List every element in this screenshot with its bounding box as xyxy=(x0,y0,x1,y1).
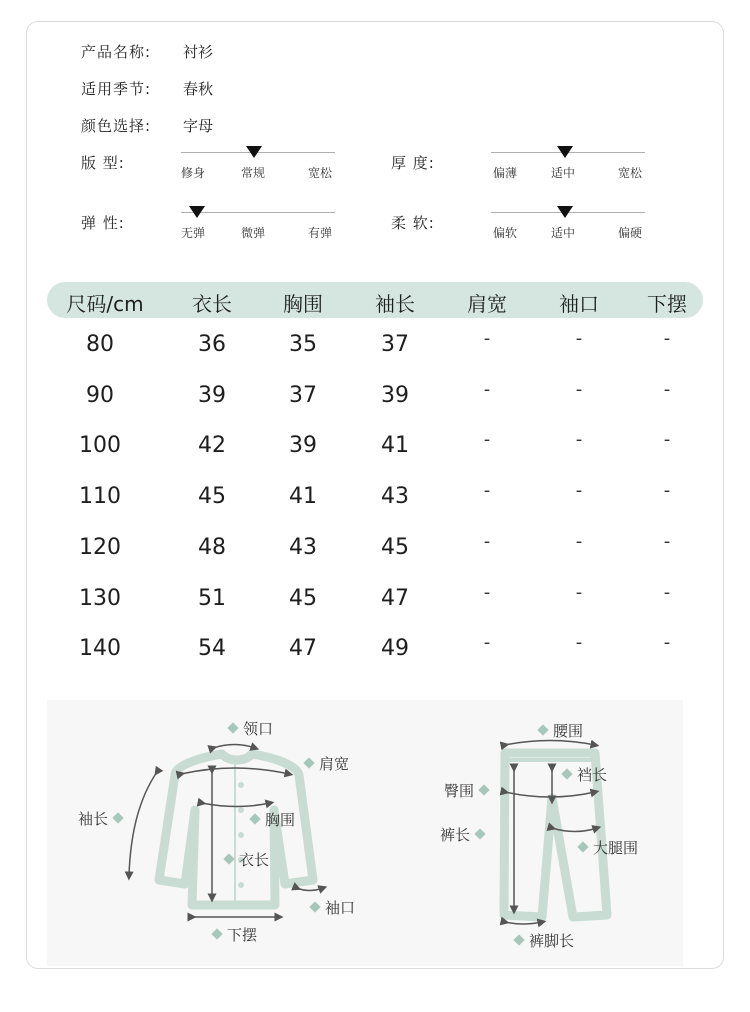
table-cell: 35 xyxy=(289,332,317,357)
table-cell: 47 xyxy=(289,636,317,662)
table-cell: 39 xyxy=(289,433,317,459)
slider-option: 适中 xyxy=(551,166,576,180)
table-cell: - xyxy=(575,480,583,502)
table-cell: 36 xyxy=(198,332,226,357)
info-row-product-name xyxy=(81,41,213,62)
slider-label: 厚 度: xyxy=(391,154,435,172)
slider-label: 版 型: xyxy=(81,154,125,172)
table-cell: 49 xyxy=(381,636,409,662)
diamond-icon xyxy=(577,841,588,852)
table-cell: 80 xyxy=(86,332,114,357)
header-chest: 胸围 xyxy=(283,292,323,316)
label-shoulder xyxy=(299,753,349,774)
label-collar xyxy=(223,718,273,739)
table-cell: 37 xyxy=(381,332,409,357)
table-cell: 41 xyxy=(289,484,317,510)
slider-marker-icon xyxy=(557,146,573,158)
slider-option: 修身 xyxy=(181,166,206,180)
table-cell: - xyxy=(575,530,583,552)
table-cell: 45 xyxy=(198,484,226,510)
table-cell: - xyxy=(483,328,491,349)
label-sleeve xyxy=(78,808,128,829)
table-cell: - xyxy=(663,530,671,552)
slider-option: 有弹 xyxy=(308,226,333,240)
label-text: 袖长 xyxy=(78,810,109,828)
slider-track xyxy=(491,212,645,240)
table-cell: - xyxy=(575,328,583,349)
label-text: 胸围 xyxy=(265,811,296,829)
diamond-icon xyxy=(303,757,314,768)
label-cuff xyxy=(305,897,355,918)
info-value: 字母 xyxy=(183,117,214,135)
label-text: 衣长 xyxy=(239,851,270,869)
label-text: 裤脚长 xyxy=(529,932,575,950)
slider-option: 适中 xyxy=(551,226,576,240)
table-cell: - xyxy=(483,581,491,603)
label-text: 肩宽 xyxy=(319,755,350,773)
header-hem: 下摆 xyxy=(647,292,687,316)
slider-option: 无弹 xyxy=(181,226,206,240)
header-size: 尺码/cm xyxy=(66,292,144,316)
table-cell: 37 xyxy=(289,382,317,408)
label-hip xyxy=(444,780,494,801)
label-text: 裤长 xyxy=(440,826,471,844)
table-cell: 39 xyxy=(381,382,409,408)
label-text: 下摆 xyxy=(227,926,258,944)
diamond-icon xyxy=(227,722,238,733)
table-cell: - xyxy=(483,530,491,552)
info-value: 衬衫 xyxy=(183,43,214,61)
slider-option: 微弹 xyxy=(241,226,266,240)
header-sleeve: 袖长 xyxy=(375,292,415,316)
table-cell: - xyxy=(663,429,671,451)
header-cuff: 袖口 xyxy=(559,292,599,316)
header-length: 衣长 xyxy=(192,292,232,316)
table-cell: - xyxy=(663,632,671,654)
label-hem xyxy=(207,924,257,945)
measurement-diagram xyxy=(47,700,683,966)
size-table-header xyxy=(47,282,703,318)
table-cell: - xyxy=(483,632,491,654)
garment-illustration xyxy=(47,700,683,966)
diamond-icon xyxy=(309,901,320,912)
info-row-season xyxy=(81,78,213,99)
label-text: 领口 xyxy=(243,720,274,738)
table-cell: 45 xyxy=(381,534,409,560)
table-cell: - xyxy=(575,581,583,603)
table-cell: - xyxy=(663,480,671,502)
slider-option: 偏薄 xyxy=(493,166,518,180)
table-cell: 54 xyxy=(198,636,226,662)
slider-option: 偏软 xyxy=(493,226,518,240)
table-cell: 43 xyxy=(289,534,317,560)
slider-marker-icon xyxy=(246,146,262,158)
label-chest xyxy=(245,809,295,830)
label-text: 大腿围 xyxy=(593,839,639,857)
label-leg-opening xyxy=(509,930,574,951)
table-cell: - xyxy=(483,378,491,400)
label-pants-length xyxy=(440,824,490,845)
slider-marker-icon xyxy=(189,206,205,218)
table-cell: - xyxy=(663,328,671,349)
table-cell: 45 xyxy=(289,585,317,611)
info-label: 适用季节: xyxy=(81,80,152,98)
info-label: 颜色选择: xyxy=(81,117,152,135)
label-rise xyxy=(557,764,607,785)
slider-track xyxy=(491,152,645,180)
header-shoulder: 肩宽 xyxy=(467,292,507,316)
table-cell: - xyxy=(575,429,583,451)
table-cell: 41 xyxy=(381,433,409,459)
label-thigh xyxy=(573,837,638,858)
table-cell: - xyxy=(663,378,671,400)
diamond-icon xyxy=(249,813,260,824)
label-text: 袖口 xyxy=(325,899,356,917)
slider-label: 柔 软: xyxy=(391,214,435,232)
table-cell: - xyxy=(575,632,583,654)
slider-marker-icon xyxy=(557,206,573,218)
table-cell: 90 xyxy=(86,382,114,408)
diamond-icon xyxy=(223,853,234,864)
diamond-icon xyxy=(513,934,524,945)
label-text: 裆长 xyxy=(577,766,608,784)
slider-label: 弹 性: xyxy=(81,214,125,232)
label-text: 臀围 xyxy=(444,782,475,800)
diamond-icon xyxy=(478,784,489,795)
label-text: 腰围 xyxy=(553,722,584,740)
slider-option: 宽松 xyxy=(618,166,643,180)
slider-track xyxy=(181,212,335,240)
shirt-dots xyxy=(238,782,244,888)
table-cell: - xyxy=(663,581,671,603)
diamond-icon xyxy=(561,768,572,779)
table-cell: 48 xyxy=(198,534,226,560)
table-cell: 39 xyxy=(198,382,226,408)
info-value: 春秋 xyxy=(183,80,214,98)
slider-track xyxy=(181,152,335,180)
table-cell: 120 xyxy=(79,534,121,560)
info-label: 产品名称: xyxy=(81,43,152,61)
diamond-icon xyxy=(474,828,485,839)
table-cell: 43 xyxy=(381,484,409,510)
table-cell: - xyxy=(483,429,491,451)
diamond-icon xyxy=(537,724,548,735)
table-cell: 100 xyxy=(79,433,121,459)
diamond-icon xyxy=(211,928,222,939)
diamond-icon xyxy=(112,812,123,823)
label-waist xyxy=(533,720,583,741)
table-cell: 47 xyxy=(381,585,409,611)
table-cell: 140 xyxy=(79,636,121,662)
table-cell: 130 xyxy=(79,585,121,611)
slider-option: 常规 xyxy=(241,166,266,180)
slider-option: 宽松 xyxy=(308,166,333,180)
table-cell: - xyxy=(575,378,583,400)
label-length xyxy=(219,849,269,870)
table-cell: 110 xyxy=(79,484,121,510)
info-row-color xyxy=(81,115,213,136)
table-cell: - xyxy=(483,480,491,502)
table-cell: 51 xyxy=(198,585,226,611)
slider-option: 偏硬 xyxy=(618,226,643,240)
table-cell: 42 xyxy=(198,433,226,459)
